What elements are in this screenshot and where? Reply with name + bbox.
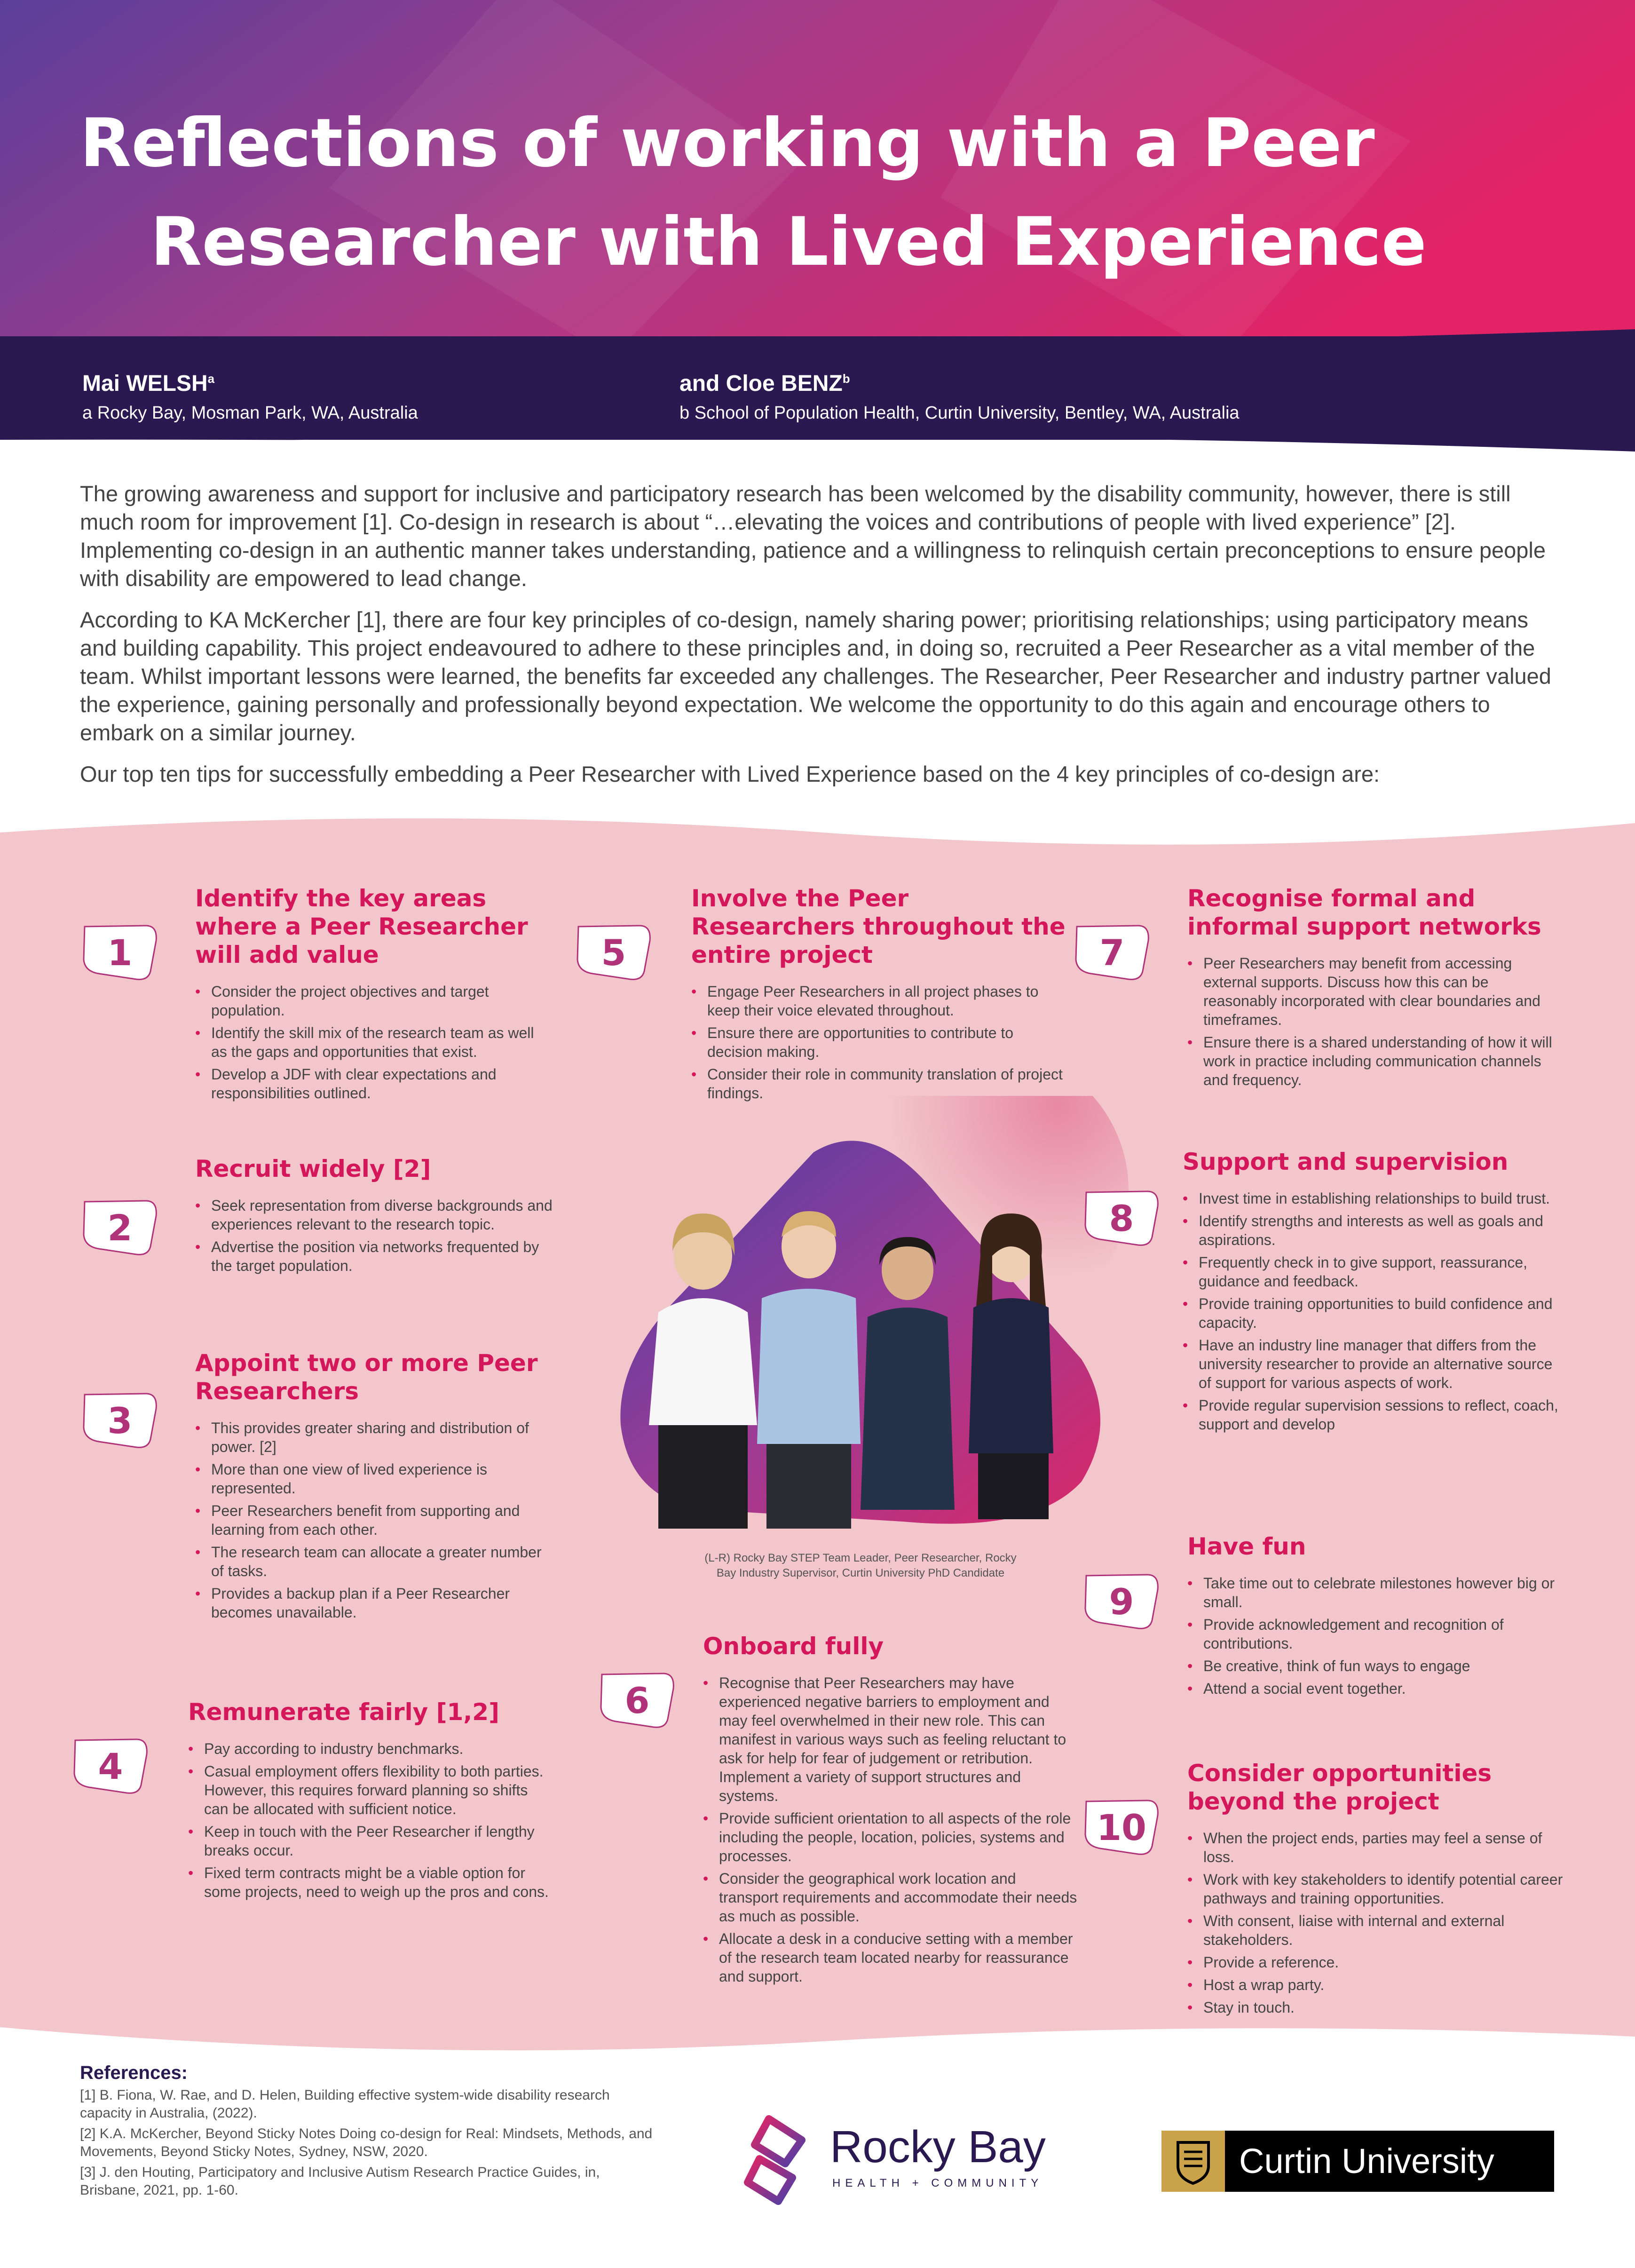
- tip-6-number: 6: [624, 1679, 650, 1721]
- intro-paragraph-3: Our top ten tips for successfully embedding a Peer Researcher with Lived Experience based on the 4 key principles of co-design are:: [80, 761, 1380, 786]
- photo-caption: (L-R) Rocky Bay STEP Team Leader, Peer Researcher, Rocky Bay Industry Supervisor, Curtin University PhD Candidate: [704, 1552, 1017, 1579]
- tip-3-point: • Peer Researchers benefit from supporting and learning from each other.: [195, 1501, 553, 1539]
- tip-7-number: 7: [1099, 931, 1125, 974]
- tip-5-point: • Ensure there are opportunities to contribute to decision making.: [691, 1023, 1067, 1061]
- tip-10-number: 10: [1097, 1806, 1146, 1848]
- tip-3-point: • Provides a backup plan if a Peer Researcher becomes unavailable.: [195, 1584, 553, 1622]
- tip-8-point: • Invest time in establishing relationships to build trust.: [1183, 1189, 1564, 1208]
- rocky-bay-logo-name: Rocky Bay: [830, 2122, 1046, 2172]
- tip-4-points: [188, 1739, 555, 1901]
- tip-4-point: • Casual employment offers flexibility to both parties. However, this requires forward planning so shifts can be allocated with sufficient notice.: [188, 1762, 555, 1818]
- author-1-sup: a: [207, 372, 215, 386]
- intro-text: [80, 480, 1556, 801]
- author-2-name: and Cloe BENZ: [679, 371, 843, 396]
- title-line-2: Researcher with Lived Experience: [150, 203, 1427, 281]
- tip-5-title: Involve the Peer Researchers throughout the entire project: [691, 885, 1066, 968]
- tip-1-points: [195, 982, 553, 1102]
- tip-7-point: • Ensure there is a shared understanding of how it will work in practice including communication channels and frequency.: [1187, 1033, 1564, 1089]
- tip-9-point: • Attend a social event together.: [1187, 1679, 1564, 1698]
- tip-7-point: • Peer Researchers may benefit from accessing external supports. Discuss how this can be reasonably incorporated with clear boundaries and timeframes.: [1187, 954, 1564, 1029]
- curtin-logo-name: Curtin University: [1239, 2141, 1494, 2181]
- tip-2-point: • Advertise the position via networks frequented by the target population.: [195, 1237, 553, 1275]
- author-1-name: Mai WELSH: [82, 371, 208, 396]
- tip-2-number: 2: [107, 1206, 133, 1249]
- team-photo: [611, 1096, 1129, 1543]
- tip-1-number: 1: [107, 931, 133, 974]
- tip-1-point: • Develop a JDF with clear expectations and responsibilities outlined.: [195, 1065, 553, 1102]
- author-1-affiliation: a Rocky Bay, Mosman Park, WA, Australia: [82, 403, 418, 423]
- tip-7-points: [1187, 954, 1564, 1089]
- tip-2-title: Recruit widely [2]: [195, 1155, 431, 1182]
- tip-9-badge: [1082, 1571, 1161, 1632]
- person-4-figure: [969, 1213, 1053, 1519]
- tip-1-badge: [80, 922, 160, 983]
- tip-4-title: Remunerate fairly [1,2]: [188, 1698, 499, 1726]
- tip-1-point: • Consider the project objectives and target population.: [195, 982, 553, 1020]
- tip-5-number: 5: [601, 931, 626, 974]
- tip-10-badge: [1082, 1797, 1161, 1858]
- tip-9-point: • Provide acknowledgement and recognition of contributions.: [1187, 1615, 1564, 1653]
- tip-3-point: • The research team can allocate a greater number of tasks.: [195, 1543, 553, 1580]
- tip-6-points: [703, 1673, 1079, 1986]
- rocky-bay-logo-tagline: HEALTH + COMMUNITY: [832, 2177, 1043, 2189]
- curtin-crest-icon: [1161, 2131, 1225, 2192]
- tip-10-title: Consider opportunities beyond the project: [1187, 1760, 1492, 1815]
- tip-9-points: [1187, 1574, 1564, 1698]
- author-2-affiliation: b School of Population Health, Curtin University, Bentley, WA, Australia: [679, 403, 1240, 423]
- intro-paragraph-2: According to KA McKercher [1], there are four key principles of co-design, namely sharing power; prioritising relationships; using participatory means and building capability. This project endeavoured to adhere to these principles and, in doing so, recruited a Peer Researcher as a vital member of the team. Whilst important lessons were learned, the benefits far exceeded any challenges. The Researcher, Peer Researcher and industry partner valued the experience, gaining personally and professionally beyond expectation. We welcome the opportunity to do this again and encourage others to embark on a similar journey.: [80, 607, 1551, 745]
- tip-4-point: • Keep in touch with the Peer Researcher if lengthy breaks occur.: [188, 1822, 555, 1860]
- tip-8-points: [1183, 1189, 1564, 1434]
- tip-2-badge: [80, 1197, 160, 1258]
- author-2: [679, 371, 1240, 423]
- author-2-sup: b: [842, 372, 850, 386]
- tip-10-point: • Stay in touch.: [1187, 1998, 1564, 2017]
- tip-8-point: • Have an industry line manager that differs from the university researcher to provide an alternative source of support for various aspects of work.: [1183, 1336, 1564, 1392]
- tip-3-title: Appoint two or more Peer Researchers: [195, 1349, 538, 1405]
- tip-6-point: • Allocate a desk in a conducive setting with a member of the research team located nearby for reassurance and support.: [703, 1929, 1079, 1986]
- tip-10: [1187, 1759, 1564, 2021]
- tip-8-point: • Frequently check in to give support, reassurance, guidance and feedback.: [1183, 1253, 1564, 1291]
- tip-8-point: • Provide training opportunities to build confidence and capacity.: [1183, 1294, 1564, 1332]
- tip-8: [1183, 1148, 1564, 1437]
- tip-1-point: • Identify the skill mix of the research team as well as the gaps and opportunities that exist.: [195, 1023, 553, 1061]
- tip-9-title: Have fun: [1187, 1533, 1306, 1560]
- tip-10-point: • When the project ends, parties may feel a sense of loss.: [1187, 1829, 1564, 1866]
- tip-10-point: • Work with key stakeholders to identify potential career pathways and training opportunities.: [1187, 1870, 1564, 1908]
- tip-3: [195, 1349, 553, 1626]
- tip-3-number: 3: [107, 1399, 133, 1442]
- tip-5-points: [691, 982, 1067, 1102]
- tip-9-point: • Take time out to celebrate milestones however big or small.: [1187, 1574, 1564, 1611]
- author-1: [82, 371, 418, 423]
- tip-10-point: • Host a wrap party.: [1187, 1975, 1564, 1994]
- tip-8-point: • Provide regular supervision sessions to reflect, coach, support and develop: [1183, 1396, 1564, 1434]
- tip-2-point: • Seek representation from diverse backgrounds and experiences relevant to the research topic.: [195, 1196, 553, 1234]
- tip-10-point: • Provide a reference.: [1187, 1953, 1564, 1972]
- poster-title: [80, 94, 1585, 292]
- tip-1: [195, 884, 553, 1106]
- reference-item: [1] B. Fiona, W. Rae, and D. Helen, Building effective system-wide disability research capacity in Australia, (2022).: [80, 2087, 610, 2121]
- tip-5-badge: [574, 922, 654, 983]
- tip-9: [1187, 1532, 1564, 1702]
- tip-9-point: • Be creative, think of fun ways to engage: [1187, 1657, 1564, 1675]
- tip-6-point: • Recognise that Peer Researchers may have experienced negative barriers to employment and may feel overwhelmed in their new role. This can manifest in various ways such as feeling reluctant to ask for help for fear of judgement or retribution. Implement a variety of support structures and systems.: [703, 1673, 1079, 1805]
- tip-5-point: • Engage Peer Researchers in all project phases to keep their voice elevated throughout.: [691, 982, 1067, 1020]
- poster-header: [0, 0, 1635, 470]
- curtin-logo: [1161, 2131, 1554, 2192]
- tip-6: [703, 1632, 1079, 1990]
- reference-item: [2] K.A. McKercher, Beyond Sticky Notes Doing co-design for Real: Mindsets, Methods, and Movements, Beyond Sticky Notes, Sydney, NSW, 2020.: [80, 2126, 653, 2159]
- tip-7-title: Recognise formal and informal support networks: [1187, 885, 1541, 940]
- tip-4-number: 4: [98, 1745, 123, 1787]
- tip-7-badge: [1072, 922, 1152, 983]
- tip-9-number: 9: [1109, 1580, 1134, 1623]
- tip-5: [691, 884, 1067, 1106]
- tip-2-points: [195, 1196, 553, 1275]
- tip-6-point: • Provide sufficient orientation to all aspects of the role including the people, location, policies, systems and processes.: [703, 1809, 1079, 1865]
- tip-3-point: • This provides greater sharing and distribution of power. [2]: [195, 1419, 553, 1456]
- tip-8-badge: [1082, 1188, 1161, 1249]
- tip-3-points: [195, 1419, 553, 1622]
- tip-7: [1187, 884, 1564, 1093]
- tip-2: [195, 1155, 553, 1279]
- rocky-bay-logo-icon: [741, 2112, 821, 2206]
- tip-10-point: • With consent, liaise with internal and external stakeholders.: [1187, 1911, 1564, 1949]
- reference-item: [3] J. den Houting, Participatory and Inclusive Autism Research Practice Guides, in, Brisbane, 2021, pp. 1-60.: [80, 2165, 600, 2198]
- tip-4-point: • Fixed term contracts might be a viable option for some projects, need to weigh up the pros and cons.: [188, 1864, 555, 1901]
- tip-1-title: Identify the key areas where a Peer Researcher will add value: [195, 885, 528, 968]
- references: [80, 2062, 663, 2202]
- tip-4-badge: [71, 1736, 150, 1797]
- tip-6-title: Onboard fully: [703, 1633, 884, 1660]
- tip-8-title: Support and supervision: [1183, 1148, 1509, 1175]
- tip-6-badge: [597, 1670, 677, 1731]
- tip-8-number: 8: [1109, 1197, 1134, 1239]
- tip-4-point: • Pay according to industry benchmarks.: [188, 1739, 555, 1758]
- rocky-bay-logo: [741, 2112, 1098, 2206]
- tip-5-point: • Consider their role in community translation of project findings.: [691, 1065, 1067, 1102]
- tip-8-point: • Identify strengths and interests as well as goals and aspirations.: [1183, 1212, 1564, 1249]
- intro-paragraph-1: The growing awareness and support for inclusive and participatory research has been welcomed by the disability community, however, there is still much room for improvement [1]. Co-design in research is about “…elevating the voices and contributions of people with lived experience” [2]. Implementing co-design in an authentic manner takes understanding, patience and a willingness to relinquish certain preconceptions to ensure people with disability are empowered to lead change.: [80, 481, 1546, 591]
- tip-3-point: • More than one view of lived experience is represented.: [195, 1460, 553, 1498]
- title-line-1: Reflections of working with a Peer: [80, 104, 1375, 182]
- tip-6-point: • Consider the geographical work location and transport requirements and accommodate their needs as much as possible.: [703, 1869, 1079, 1926]
- references-title: References:: [80, 2062, 188, 2083]
- tip-10-points: [1187, 1829, 1564, 2017]
- tip-4: [188, 1698, 555, 1905]
- tip-3-badge: [80, 1390, 160, 1451]
